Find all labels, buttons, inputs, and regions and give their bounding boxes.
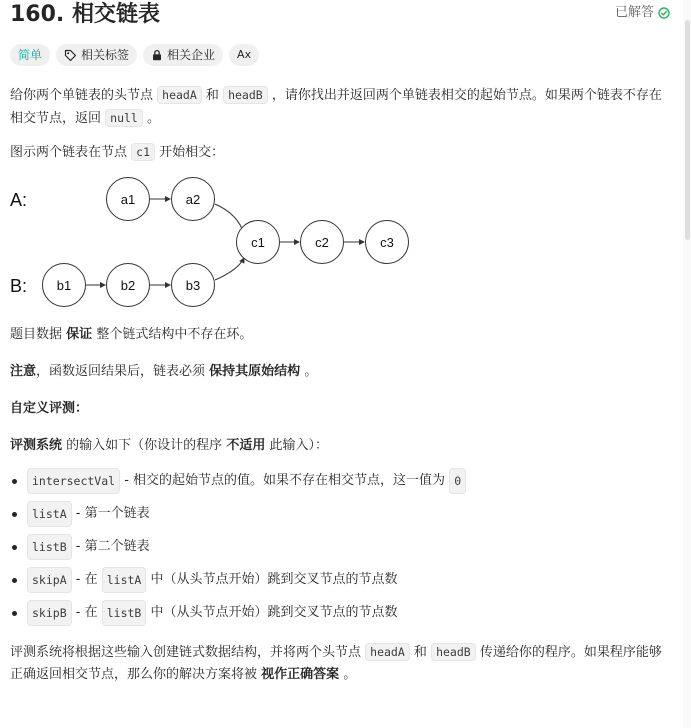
node-c2 bbox=[301, 221, 344, 264]
svg-text:c3: c3 bbox=[380, 235, 394, 250]
code-c1: c1 bbox=[131, 143, 155, 161]
related-companies-tag[interactable] bbox=[143, 44, 223, 66]
translate-button[interactable] bbox=[229, 44, 259, 66]
node-a1 bbox=[107, 178, 150, 221]
code-headA: headA bbox=[157, 86, 202, 104]
difficulty-label: 简单 bbox=[18, 48, 43, 62]
node-b3 bbox=[172, 264, 215, 307]
related-topics-label: 相关标签 bbox=[81, 48, 130, 62]
list-item: skipA - 在 listA 中（从头节点开始）跳到交叉节点的节点数 bbox=[10, 569, 672, 591]
list-item: intersectVal - 相交的起始节点的值。如果不存在相交节点，这一值为 0 bbox=[10, 470, 672, 492]
code-null: null bbox=[105, 109, 143, 127]
linked-list-diagram bbox=[10, 174, 430, 314]
related-companies-label: 相关企业 bbox=[167, 48, 216, 62]
svg-text:b2: b2 bbox=[120, 278, 136, 293]
check-circle-icon bbox=[658, 7, 670, 19]
problem-title[interactable]: 160. 相交链表 bbox=[10, 2, 160, 27]
tag-icon bbox=[64, 49, 77, 62]
label-b: B: bbox=[10, 276, 28, 296]
list-item: listA - 第一个链表 bbox=[10, 503, 672, 525]
translate-icon: Ax bbox=[237, 48, 252, 61]
svg-text:b1: b1 bbox=[56, 278, 72, 293]
scrollbar-thumb[interactable] bbox=[685, 20, 690, 240]
description-paragraph-4: 注意，函数返回结果后，链表必须 保持其原始结构 。 bbox=[10, 364, 318, 379]
label-a: A: bbox=[10, 190, 28, 210]
code-headB: headB bbox=[223, 86, 268, 104]
difficulty-badge[interactable] bbox=[10, 44, 50, 66]
node-b1 bbox=[43, 264, 86, 307]
tags-row bbox=[10, 44, 259, 66]
svg-text:b3: b3 bbox=[185, 278, 201, 293]
solved-label: 已解答 bbox=[614, 5, 654, 20]
node-c1 bbox=[237, 221, 280, 264]
description-paragraph-6: 评测系统 的输入如下（你设计的程序 不适用 此输入）： bbox=[10, 438, 328, 453]
list-item: listB - 第二个链表 bbox=[10, 536, 672, 558]
description-paragraph-last: 评测系统将根据这些输入创建链式数据结构，并将两个头节点 headA 和 headB 传递给你的程序。如果程序能够正确返回相交节点，那么你的解决方案将被 视作正确答案 。 bbox=[10, 645, 662, 682]
svg-text:a2: a2 bbox=[185, 192, 201, 207]
node-c3 bbox=[366, 221, 409, 264]
svg-text:a1: a1 bbox=[120, 192, 136, 207]
solved-status bbox=[615, 4, 670, 22]
node-b2 bbox=[107, 264, 150, 307]
custom-judge-heading: 自定义评测： bbox=[10, 401, 89, 416]
list-item: skipB - 在 listB 中（从头节点开始）跳到交叉节点的节点数 bbox=[10, 602, 672, 624]
node-a2 bbox=[172, 178, 215, 221]
description-paragraph-2: 图示两个链表在节点 c1 开始相交： bbox=[10, 145, 225, 160]
svg-text:c1: c1 bbox=[251, 235, 265, 250]
description-paragraph-1: 给你两个单链表的头节点 headA 和 headB ，请你找出并返回两个单链表相交的起始节点。如果两个链表不存在相交节点，返回 null 。 bbox=[10, 88, 662, 126]
svg-text:c2: c2 bbox=[315, 235, 329, 250]
related-topics-tag[interactable] bbox=[56, 44, 137, 66]
vertical-scrollbar[interactable] bbox=[683, 0, 691, 728]
description-paragraph-3: 题目数据 保证 整个链式结构中不存在环。 bbox=[10, 327, 253, 342]
lock-icon bbox=[151, 49, 163, 61]
title-row bbox=[10, 0, 670, 32]
